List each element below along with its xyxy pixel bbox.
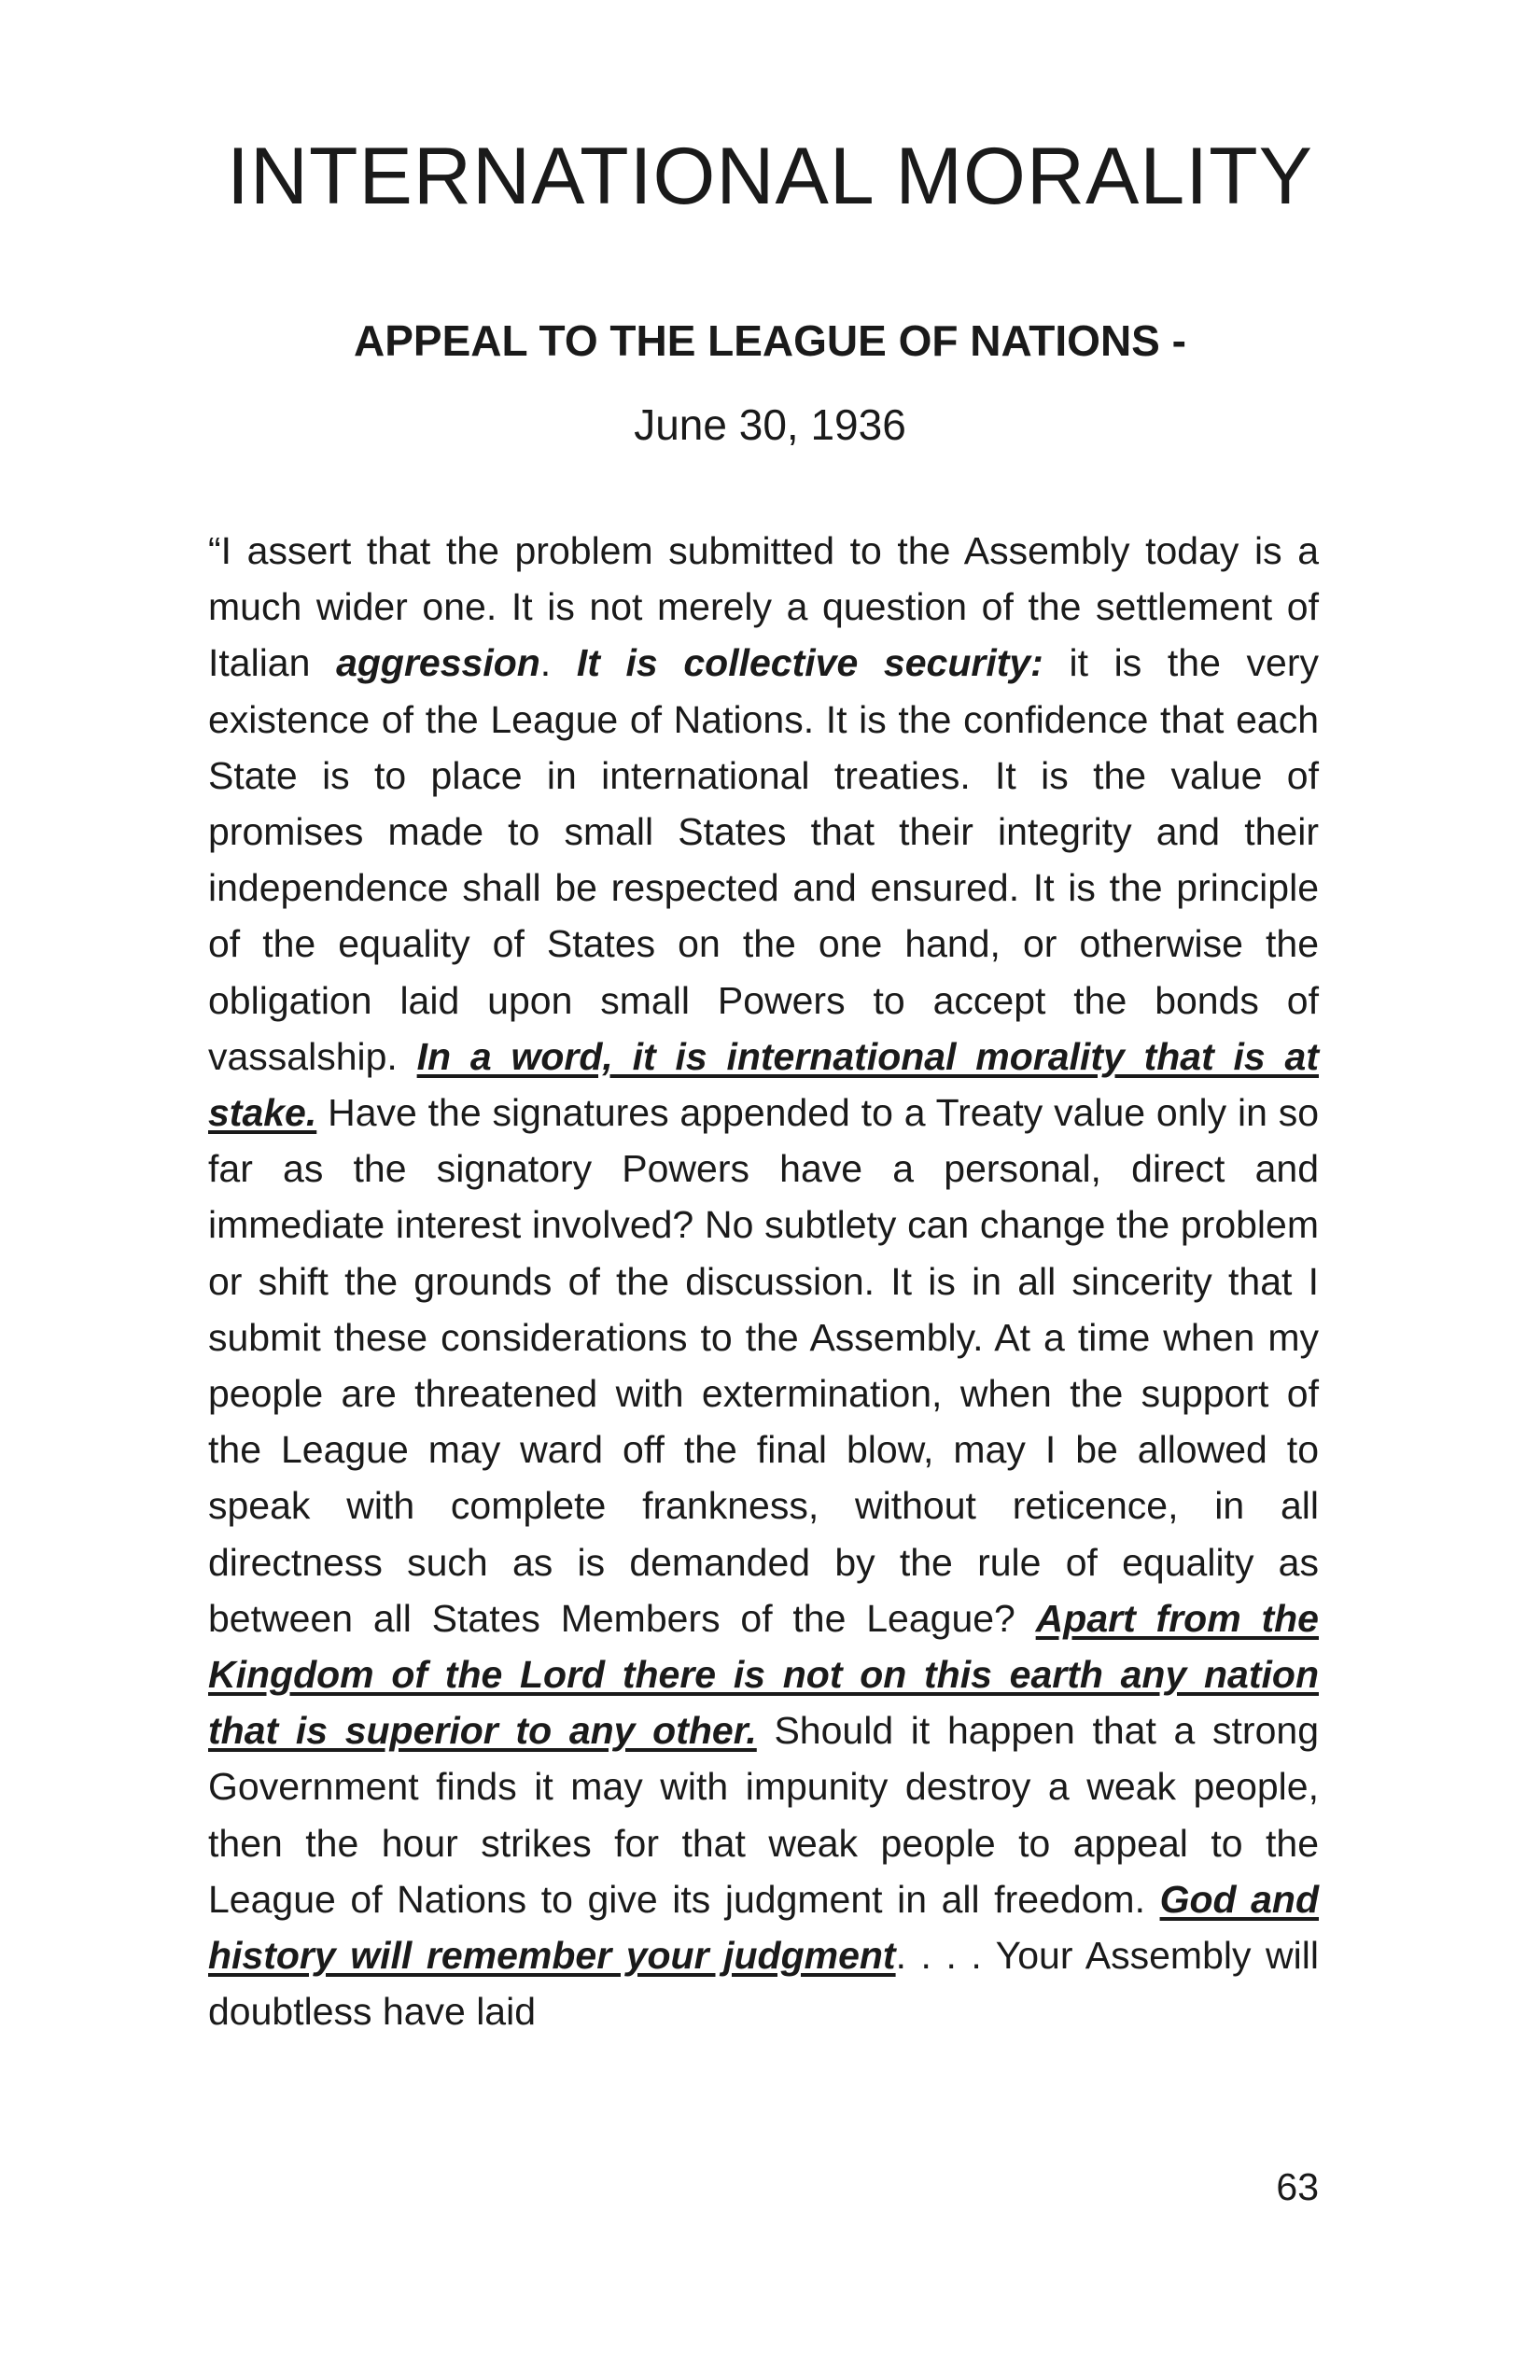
emphasis-international-morality: In a word, it is international morality that is at stake. <box>208 1034 1319 1135</box>
text-segment: it is the very existence of the League of Nations. It is the confidence that each State is to place in international treaties. It is the value of promises made to small States that their integrity and their independence shall be respected and ensured. It is the principle of the equality of States on the one hand, or otherwise the obligation laid upon small Powers to accept the bonds of vassalship. <box>208 641 1319 1078</box>
text-segment: . . . . Your Assembly will doubtless have laid <box>208 1934 1319 2034</box>
speech-paragraph <box>208 523 1319 2039</box>
emphasis-aggression: aggression <box>336 641 540 685</box>
page-number: 63 <box>1276 2165 1319 2208</box>
speech-date: June 30, 1936 <box>634 400 906 449</box>
page-subtitle: APPEAL TO THE LEAGUE OF NATIONS - <box>354 316 1186 365</box>
emphasis-collective-security: It is collective security: <box>576 641 1043 685</box>
emphasis-kingdom-of-the-lord: Apart from the Kingdom of the Lord there is not on this earth any nation that is superior to any other. <box>208 1596 1319 1753</box>
text-segment: Should it happen that a strong Government finds it may with impunity destroy a weak people, then the hour strikes for that weak people to appeal to the League of Nations to give its judgment in all freedom. <box>208 1709 1319 1921</box>
text-segment: . <box>539 641 577 685</box>
text-segment: Have the signatures appended to a Treaty value only in so far as the signatory Powers have a personal, direct and immediate interest involved? No subtlety can change the problem or shift the grounds of the discussion. It is in all sincerity that I submit these considerations to the Assembly. At a time when my people are threatened with extermination, when the support of the League may ward off the final blow, may I be allowed to speak with complete frankness, without reticence, in all directness such as is demanded by the rule of equality as between all States Members of the League? <box>208 1091 1319 1640</box>
emphasis-god-and-history: God and history will remember your judgment <box>208 1877 1320 1978</box>
text-segment: “I assert that the problem submitted to the Assembly today is a much wider one. It is not merely a question of the settlement of Italian <box>208 529 1319 685</box>
page-title: INTERNATIONAL MORALITY <box>226 132 1314 221</box>
